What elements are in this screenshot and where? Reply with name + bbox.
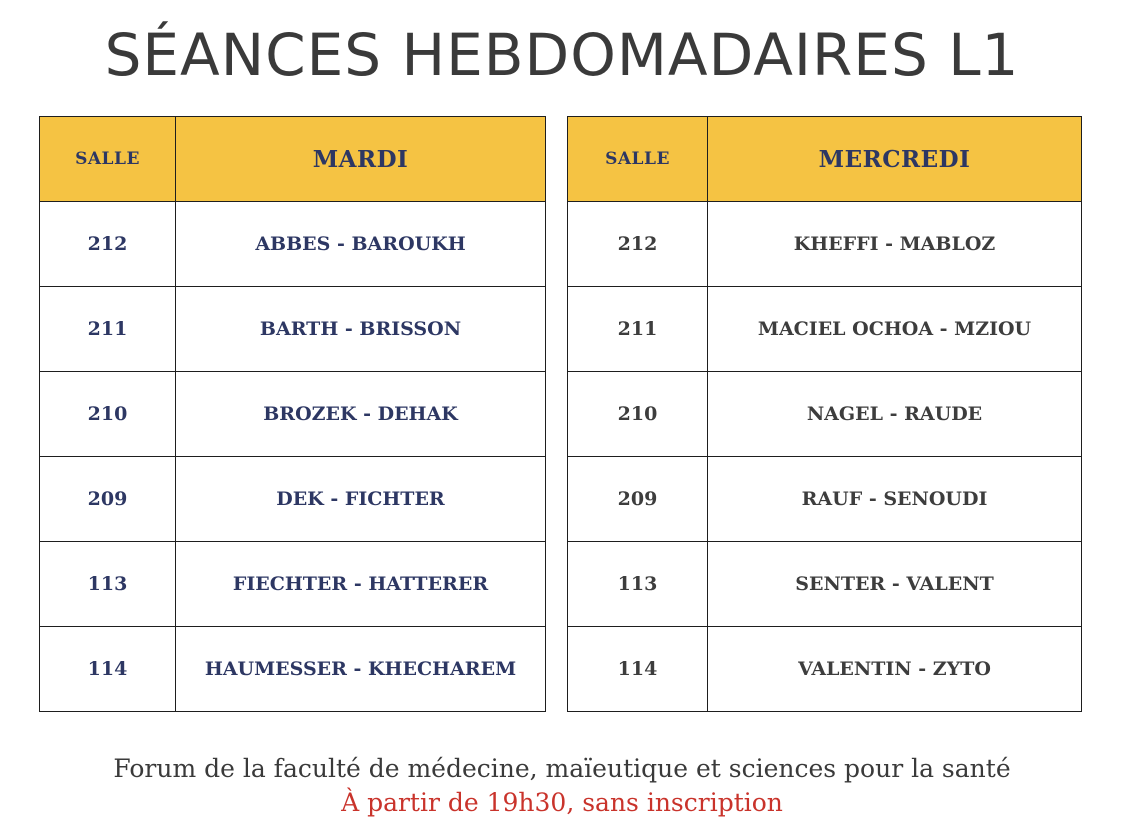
- table-row: [40, 542, 546, 627]
- names-cell: NAGEL - RAUDE: [708, 372, 1082, 457]
- table-row: [568, 457, 1082, 542]
- room-number-cell: 211: [40, 287, 176, 372]
- room-number-cell: 211: [568, 287, 708, 372]
- table-row: [40, 372, 546, 457]
- column-header-mardi: MARDI: [176, 117, 546, 202]
- room-number-cell: 113: [40, 542, 176, 627]
- room-number-cell: 212: [568, 202, 708, 287]
- room-number-cell: 114: [568, 627, 708, 712]
- table-header-row: [568, 117, 1082, 202]
- names-cell: BROZEK - DEHAK: [176, 372, 546, 457]
- footer-venue-text: Forum de la faculté de médecine, maïeutique et sciences pour la santé: [113, 754, 1011, 783]
- names-cell: ABBES - BAROUKH: [176, 202, 546, 287]
- column-header-salle: SALLE: [568, 117, 708, 202]
- names-cell: DEK - FICHTER: [176, 457, 546, 542]
- table-header-row: [40, 117, 546, 202]
- names-cell: FIECHTER - HATTERER: [176, 542, 546, 627]
- schedule-table-mardi: [39, 116, 546, 712]
- names-cell: BARTH - BRISSON: [176, 287, 546, 372]
- names-cell: KHEFFI - MABLOZ: [708, 202, 1082, 287]
- names-cell: HAUMESSER - KHECHAREM: [176, 627, 546, 712]
- table-row: [40, 287, 546, 372]
- table-row: [40, 202, 546, 287]
- column-header-salle: SALLE: [40, 117, 176, 202]
- room-number-cell: 210: [40, 372, 176, 457]
- room-number-cell: 210: [568, 372, 708, 457]
- room-number-cell: 113: [568, 542, 708, 627]
- names-cell: SENTER - VALENT: [708, 542, 1082, 627]
- schedule-table-mercredi: [567, 116, 1082, 712]
- table-row: [568, 202, 1082, 287]
- room-number-cell: 114: [40, 627, 176, 712]
- names-cell: MACIEL OCHOA - MZIOU: [708, 287, 1082, 372]
- table-row: [568, 542, 1082, 627]
- column-header-mercredi: MERCREDI: [708, 117, 1082, 202]
- room-number-cell: 209: [568, 457, 708, 542]
- table-row: [568, 372, 1082, 457]
- table-row: [40, 457, 546, 542]
- footer-time-text: À partir de 19h30, sans inscription: [341, 788, 783, 817]
- room-number-cell: 209: [40, 457, 176, 542]
- names-cell: VALENTIN - ZYTO: [708, 627, 1082, 712]
- table-row: [568, 287, 1082, 372]
- page-title: SÉANCES HEBDOMADAIRES L1: [104, 21, 1020, 89]
- table-row: [40, 627, 546, 712]
- names-cell: RAUF - SENOUDI: [708, 457, 1082, 542]
- table-row: [568, 627, 1082, 712]
- room-number-cell: 212: [40, 202, 176, 287]
